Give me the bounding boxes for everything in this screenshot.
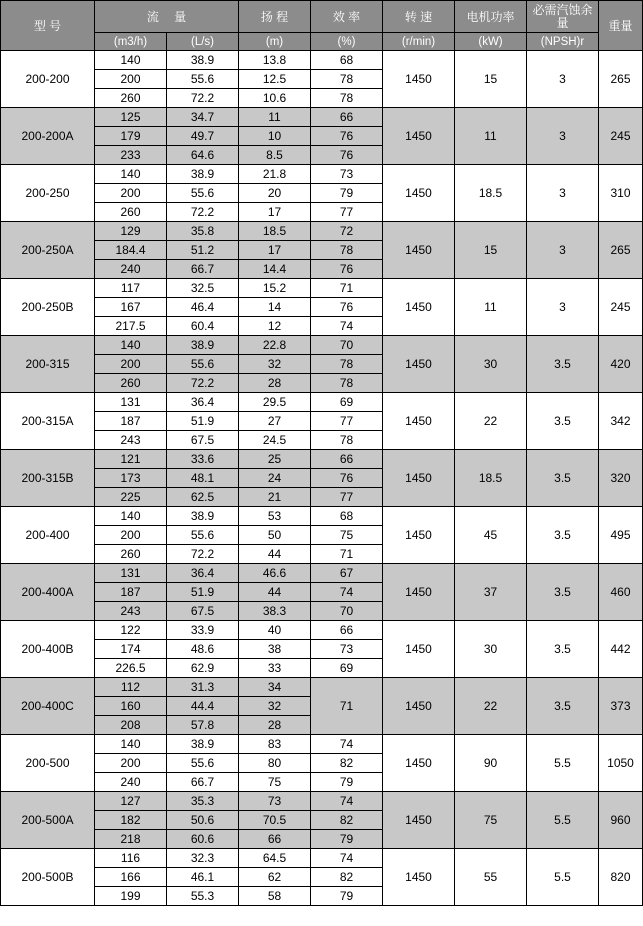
table-row	[1, 450, 643, 469]
head-cell: 75	[239, 773, 311, 792]
npsh-cell: 3.5	[527, 393, 599, 450]
npsh-cell: 3	[527, 279, 599, 336]
flow-m3h-cell: 260	[95, 374, 167, 393]
head-cell: 46.6	[239, 564, 311, 583]
head-cell: 20	[239, 184, 311, 203]
flow-m3h-cell: 187	[95, 412, 167, 431]
model-group	[1, 678, 643, 735]
efficiency-cell: 76	[311, 298, 383, 317]
head-cell: 62	[239, 868, 311, 887]
power-cell: 15	[455, 51, 527, 108]
npsh-cell: 5.5	[527, 849, 599, 906]
unit-head: (m)	[239, 33, 311, 51]
head-cell: 25	[239, 450, 311, 469]
head-cell: 73	[239, 792, 311, 811]
flow-m3h-cell: 208	[95, 716, 167, 735]
flow-ls-cell: 72.2	[167, 545, 239, 564]
speed-cell: 1450	[383, 279, 455, 336]
speed-cell: 1450	[383, 507, 455, 564]
flow-ls-cell: 51.2	[167, 241, 239, 260]
head-cell: 33	[239, 659, 311, 678]
model-group	[1, 564, 643, 621]
unit-speed: (r/min)	[383, 33, 455, 51]
head-cell: 14	[239, 298, 311, 317]
head-cell: 10	[239, 127, 311, 146]
table-row	[1, 222, 643, 241]
flow-ls-cell: 60.4	[167, 317, 239, 336]
flow-m3h-cell: 200	[95, 184, 167, 203]
flow-m3h-cell: 184.4	[95, 241, 167, 260]
flow-ls-cell: 44.4	[167, 697, 239, 716]
flow-ls-cell: 36.4	[167, 564, 239, 583]
efficiency-cell: 69	[311, 659, 383, 678]
flow-ls-cell: 66.7	[167, 773, 239, 792]
flow-m3h-cell: 122	[95, 621, 167, 640]
efficiency-cell: 76	[311, 146, 383, 165]
weight-cell: 265	[599, 222, 643, 279]
efficiency-cell: 66	[311, 621, 383, 640]
efficiency-cell: 82	[311, 811, 383, 830]
power-cell: 15	[455, 222, 527, 279]
weight-cell: 373	[599, 678, 643, 735]
flow-ls-cell: 55.6	[167, 526, 239, 545]
flow-m3h-cell: 260	[95, 203, 167, 222]
efficiency-cell: 74	[311, 849, 383, 868]
flow-m3h-cell: 167	[95, 298, 167, 317]
head-cell: 50	[239, 526, 311, 545]
power-cell: 22	[455, 393, 527, 450]
power-cell: 11	[455, 279, 527, 336]
head-cell: 17	[239, 203, 311, 222]
efficiency-cell: 70	[311, 602, 383, 621]
flow-ls-cell: 35.3	[167, 792, 239, 811]
table-row	[1, 735, 643, 754]
head-cell: 21	[239, 488, 311, 507]
head-cell: 70.5	[239, 811, 311, 830]
flow-m3h-cell: 131	[95, 393, 167, 412]
model-group	[1, 792, 643, 849]
model-cell: 200-500A	[1, 792, 95, 849]
table-row	[1, 849, 643, 868]
efficiency-cell: 78	[311, 355, 383, 374]
weight-cell: 1050	[599, 735, 643, 792]
table-row	[1, 336, 643, 355]
head-cell: 24.5	[239, 431, 311, 450]
model-cell: 200-200A	[1, 108, 95, 165]
flow-ls-cell: 32.3	[167, 849, 239, 868]
head-cell: 18.5	[239, 222, 311, 241]
header-efficiency: 效 率	[311, 1, 383, 33]
weight-cell: 420	[599, 336, 643, 393]
weight-cell: 320	[599, 450, 643, 507]
flow-ls-cell: 55.6	[167, 754, 239, 773]
flow-ls-cell: 62.9	[167, 659, 239, 678]
head-cell: 8.5	[239, 146, 311, 165]
flow-ls-cell: 38.9	[167, 51, 239, 70]
model-group	[1, 450, 643, 507]
power-cell: 11	[455, 108, 527, 165]
speed-cell: 1450	[383, 450, 455, 507]
flow-ls-cell: 51.9	[167, 583, 239, 602]
speed-cell: 1450	[383, 849, 455, 906]
power-cell: 22	[455, 678, 527, 735]
npsh-cell: 3	[527, 222, 599, 279]
unit-flow-ls: (L/s)	[167, 33, 239, 51]
efficiency-cell: 73	[311, 640, 383, 659]
efficiency-cell: 70	[311, 336, 383, 355]
head-cell: 66	[239, 830, 311, 849]
flow-m3h-cell: 121	[95, 450, 167, 469]
flow-m3h-cell: 173	[95, 469, 167, 488]
head-cell: 28	[239, 374, 311, 393]
model-cell: 200-315A	[1, 393, 95, 450]
unit-power: (kW)	[455, 33, 527, 51]
model-group	[1, 849, 643, 906]
table-row	[1, 165, 643, 184]
npsh-cell: 5.5	[527, 735, 599, 792]
head-cell: 10.6	[239, 89, 311, 108]
head-cell: 14.4	[239, 260, 311, 279]
head-cell: 34	[239, 678, 311, 697]
model-cell: 200-500	[1, 735, 95, 792]
head-cell: 12.5	[239, 70, 311, 89]
weight-cell: 265	[599, 51, 643, 108]
efficiency-cell: 77	[311, 488, 383, 507]
flow-m3h-cell: 117	[95, 279, 167, 298]
flow-ls-cell: 55.6	[167, 70, 239, 89]
flow-m3h-cell: 127	[95, 792, 167, 811]
model-cell: 200-315B	[1, 450, 95, 507]
table-row	[1, 792, 643, 811]
flow-ls-cell: 64.6	[167, 146, 239, 165]
flow-m3h-cell: 200	[95, 526, 167, 545]
speed-cell: 1450	[383, 678, 455, 735]
flow-m3h-cell: 166	[95, 868, 167, 887]
model-group	[1, 336, 643, 393]
flow-m3h-cell: 182	[95, 811, 167, 830]
flow-m3h-cell: 140	[95, 735, 167, 754]
efficiency-cell: 67	[311, 564, 383, 583]
weight-cell: 245	[599, 108, 643, 165]
flow-ls-cell: 34.7	[167, 108, 239, 127]
efficiency-cell: 82	[311, 754, 383, 773]
head-cell: 22.8	[239, 336, 311, 355]
flow-ls-cell: 57.8	[167, 716, 239, 735]
flow-m3h-cell: 125	[95, 108, 167, 127]
efficiency-cell: 78	[311, 89, 383, 108]
model-group	[1, 165, 643, 222]
model-cell: 200-400	[1, 507, 95, 564]
flow-m3h-cell: 233	[95, 146, 167, 165]
flow-ls-cell: 55.6	[167, 355, 239, 374]
flow-m3h-cell: 116	[95, 849, 167, 868]
flow-m3h-cell: 187	[95, 583, 167, 602]
flow-m3h-cell: 226.5	[95, 659, 167, 678]
speed-cell: 1450	[383, 621, 455, 678]
npsh-cell: 3	[527, 108, 599, 165]
flow-ls-cell: 48.1	[167, 469, 239, 488]
power-cell: 37	[455, 564, 527, 621]
model-cell: 200-400B	[1, 621, 95, 678]
weight-cell: 310	[599, 165, 643, 222]
power-cell: 18.5	[455, 165, 527, 222]
efficiency-cell: 78	[311, 431, 383, 450]
head-cell: 27	[239, 412, 311, 431]
npsh-cell: 3.5	[527, 678, 599, 735]
efficiency-cell: 78	[311, 374, 383, 393]
efficiency-cell: 74	[311, 792, 383, 811]
flow-m3h-cell: 129	[95, 222, 167, 241]
flow-m3h-cell: 200	[95, 754, 167, 773]
unit-efficiency: (%)	[311, 33, 383, 51]
efficiency-cell: 79	[311, 773, 383, 792]
flow-m3h-cell: 174	[95, 640, 167, 659]
flow-m3h-cell: 140	[95, 336, 167, 355]
table-row	[1, 279, 643, 298]
head-cell: 15.2	[239, 279, 311, 298]
flow-ls-cell: 33.6	[167, 450, 239, 469]
efficiency-cell: 71	[311, 678, 383, 735]
head-cell: 38.3	[239, 602, 311, 621]
flow-m3h-cell: 260	[95, 89, 167, 108]
weight-cell: 460	[599, 564, 643, 621]
flow-m3h-cell: 131	[95, 564, 167, 583]
flow-ls-cell: 38.9	[167, 165, 239, 184]
npsh-cell: 3	[527, 51, 599, 108]
npsh-cell: 3.5	[527, 621, 599, 678]
flow-ls-cell: 62.5	[167, 488, 239, 507]
npsh-cell: 3.5	[527, 450, 599, 507]
efficiency-cell: 77	[311, 412, 383, 431]
header-speed: 转 速	[383, 1, 455, 33]
flow-ls-cell: 35.8	[167, 222, 239, 241]
header-npsh: 必需汽蚀余量	[527, 1, 599, 33]
efficiency-cell: 69	[311, 393, 383, 412]
power-cell: 90	[455, 735, 527, 792]
power-cell: 30	[455, 621, 527, 678]
efficiency-cell: 79	[311, 830, 383, 849]
flow-ls-cell: 48.6	[167, 640, 239, 659]
efficiency-cell: 75	[311, 526, 383, 545]
efficiency-cell: 79	[311, 887, 383, 906]
head-cell: 32	[239, 355, 311, 374]
table-row	[1, 564, 643, 583]
model-group	[1, 735, 643, 792]
efficiency-cell: 66	[311, 108, 383, 127]
model-cell: 200-250	[1, 165, 95, 222]
flow-m3h-cell: 140	[95, 51, 167, 70]
weight-cell: 960	[599, 792, 643, 849]
head-cell: 24	[239, 469, 311, 488]
weight-cell: 342	[599, 393, 643, 450]
speed-cell: 1450	[383, 393, 455, 450]
flow-ls-cell: 72.2	[167, 203, 239, 222]
flow-ls-cell: 36.4	[167, 393, 239, 412]
speed-cell: 1450	[383, 51, 455, 108]
table-row	[1, 108, 643, 127]
flow-ls-cell: 32.5	[167, 279, 239, 298]
model-cell: 200-250A	[1, 222, 95, 279]
model-cell: 200-400A	[1, 564, 95, 621]
npsh-cell: 3.5	[527, 336, 599, 393]
flow-ls-cell: 72.2	[167, 374, 239, 393]
head-cell: 28	[239, 716, 311, 735]
table-row	[1, 507, 643, 526]
head-cell: 29.5	[239, 393, 311, 412]
flow-m3h-cell: 260	[95, 545, 167, 564]
weight-cell: 495	[599, 507, 643, 564]
head-cell: 21.8	[239, 165, 311, 184]
flow-ls-cell: 55.3	[167, 887, 239, 906]
flow-ls-cell: 50.6	[167, 811, 239, 830]
weight-cell: 442	[599, 621, 643, 678]
flow-ls-cell: 38.9	[167, 336, 239, 355]
npsh-cell: 5.5	[527, 792, 599, 849]
model-group	[1, 621, 643, 678]
power-cell: 45	[455, 507, 527, 564]
efficiency-cell: 74	[311, 317, 383, 336]
head-cell: 40	[239, 621, 311, 640]
flow-ls-cell: 38.9	[167, 735, 239, 754]
model-group	[1, 51, 643, 108]
head-cell: 64.5	[239, 849, 311, 868]
head-cell: 32	[239, 697, 311, 716]
speed-cell: 1450	[383, 108, 455, 165]
flow-m3h-cell: 160	[95, 697, 167, 716]
flow-ls-cell: 51.9	[167, 412, 239, 431]
model-group	[1, 222, 643, 279]
flow-m3h-cell: 243	[95, 602, 167, 621]
power-cell: 18.5	[455, 450, 527, 507]
npsh-cell: 3	[527, 165, 599, 222]
head-cell: 11	[239, 108, 311, 127]
model-cell: 200-250B	[1, 279, 95, 336]
header-flow: 流 量	[95, 1, 239, 33]
flow-ls-cell: 67.5	[167, 431, 239, 450]
flow-ls-cell: 72.2	[167, 89, 239, 108]
flow-m3h-cell: 240	[95, 773, 167, 792]
head-cell: 12	[239, 317, 311, 336]
flow-m3h-cell: 112	[95, 678, 167, 697]
efficiency-cell: 71	[311, 545, 383, 564]
speed-cell: 1450	[383, 165, 455, 222]
flow-m3h-cell: 140	[95, 507, 167, 526]
efficiency-cell: 71	[311, 279, 383, 298]
efficiency-cell: 78	[311, 70, 383, 89]
model-group	[1, 507, 643, 564]
efficiency-cell: 73	[311, 165, 383, 184]
efficiency-cell: 72	[311, 222, 383, 241]
head-cell: 58	[239, 887, 311, 906]
efficiency-cell: 79	[311, 184, 383, 203]
speed-cell: 1450	[383, 564, 455, 621]
flow-ls-cell: 33.9	[167, 621, 239, 640]
weight-cell: 245	[599, 279, 643, 336]
flow-m3h-cell: 240	[95, 260, 167, 279]
flow-m3h-cell: 179	[95, 127, 167, 146]
flow-m3h-cell: 199	[95, 887, 167, 906]
flow-ls-cell: 49.7	[167, 127, 239, 146]
efficiency-cell: 74	[311, 583, 383, 602]
unit-npsh: (NPSH)r	[527, 33, 599, 51]
power-cell: 75	[455, 792, 527, 849]
header-head: 扬 程	[239, 1, 311, 33]
efficiency-cell: 76	[311, 260, 383, 279]
efficiency-cell: 68	[311, 507, 383, 526]
npsh-cell: 3.5	[527, 564, 599, 621]
speed-cell: 1450	[383, 336, 455, 393]
head-cell: 83	[239, 735, 311, 754]
flow-m3h-cell: 200	[95, 70, 167, 89]
head-cell: 17	[239, 241, 311, 260]
head-cell: 38	[239, 640, 311, 659]
flow-ls-cell: 66.7	[167, 260, 239, 279]
power-cell: 30	[455, 336, 527, 393]
model-cell: 200-500B	[1, 849, 95, 906]
model-group	[1, 393, 643, 450]
flow-ls-cell: 46.1	[167, 868, 239, 887]
flow-m3h-cell: 243	[95, 431, 167, 450]
efficiency-cell: 68	[311, 51, 383, 70]
speed-cell: 1450	[383, 735, 455, 792]
model-group	[1, 108, 643, 165]
head-cell: 80	[239, 754, 311, 773]
head-cell: 44	[239, 545, 311, 564]
head-cell: 53	[239, 507, 311, 526]
flow-m3h-cell: 200	[95, 355, 167, 374]
flow-ls-cell: 67.5	[167, 602, 239, 621]
efficiency-cell: 76	[311, 127, 383, 146]
table-row	[1, 678, 643, 697]
npsh-cell: 3.5	[527, 507, 599, 564]
efficiency-cell: 78	[311, 241, 383, 260]
power-cell: 55	[455, 849, 527, 906]
flow-ls-cell: 55.6	[167, 184, 239, 203]
header-power: 电机功率	[455, 1, 527, 33]
table-row	[1, 621, 643, 640]
flow-ls-cell: 31.3	[167, 678, 239, 697]
flow-m3h-cell: 218	[95, 830, 167, 849]
flow-ls-cell: 38.9	[167, 507, 239, 526]
flow-m3h-cell: 140	[95, 165, 167, 184]
weight-cell: 820	[599, 849, 643, 906]
model-group	[1, 279, 643, 336]
efficiency-cell: 76	[311, 469, 383, 488]
efficiency-cell: 77	[311, 203, 383, 222]
model-cell: 200-200	[1, 51, 95, 108]
head-cell: 13.8	[239, 51, 311, 70]
speed-cell: 1450	[383, 222, 455, 279]
efficiency-cell: 82	[311, 868, 383, 887]
efficiency-cell: 74	[311, 735, 383, 754]
model-cell: 200-315	[1, 336, 95, 393]
table-row	[1, 393, 643, 412]
header-model: 型 号	[1, 1, 95, 51]
unit-flow-m3h: (m3/h)	[95, 33, 167, 51]
flow-ls-cell: 60.6	[167, 830, 239, 849]
flow-ls-cell: 46.4	[167, 298, 239, 317]
speed-cell: 1450	[383, 792, 455, 849]
header-weight: 重量	[599, 1, 643, 51]
table-row	[1, 51, 643, 70]
model-cell: 200-400C	[1, 678, 95, 735]
flow-m3h-cell: 225	[95, 488, 167, 507]
efficiency-cell: 66	[311, 450, 383, 469]
flow-m3h-cell: 217.5	[95, 317, 167, 336]
head-cell: 44	[239, 583, 311, 602]
